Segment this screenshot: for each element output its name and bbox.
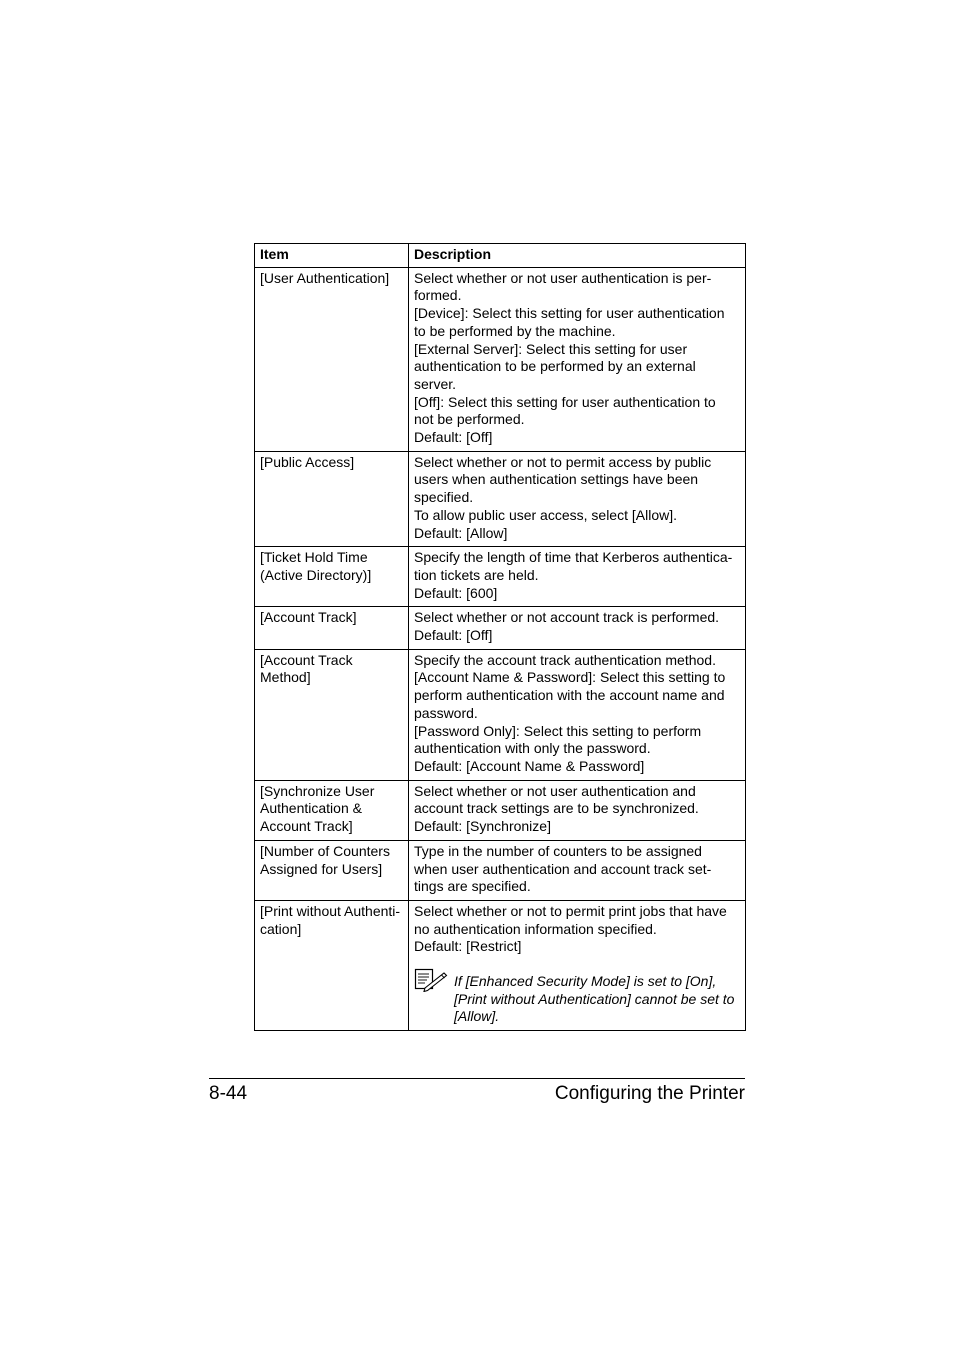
header-item: Item xyxy=(255,244,409,268)
description-line: password. xyxy=(414,704,478,721)
page-number: 8-44 xyxy=(209,1083,248,1104)
description-line: [Password Only]: Select this setting to perform xyxy=(414,722,702,739)
description-line: to be performed by the machine. xyxy=(414,322,616,339)
settings-table xyxy=(254,243,746,1031)
description-cell xyxy=(409,780,746,840)
description-line: when user authentication and account track set- xyxy=(414,860,712,877)
description-line: Default: [Off] xyxy=(414,627,493,644)
item-cell: [Synchronize User Authentication & Account Track] xyxy=(255,780,409,840)
item-cell: [Print without Authenti- cation] xyxy=(255,900,409,1030)
item-cell: [Ticket Hold Time (Active Directory)] xyxy=(255,547,409,607)
description-line: [Account Name & Password]: Select this setting to xyxy=(414,669,726,686)
item-cell: [Public Access] xyxy=(255,451,409,547)
description-line: Specify the account track authentication method. xyxy=(414,651,716,668)
description-cell xyxy=(409,607,746,649)
description-line: perform authentication with the account name and xyxy=(414,687,725,704)
description-cell xyxy=(409,900,746,1030)
header-description: Description xyxy=(409,244,746,268)
description-line: Default: [Allow] xyxy=(414,524,508,541)
item-cell: [User Authentication] xyxy=(255,267,409,451)
description-cell xyxy=(409,840,746,900)
description-line: Select whether or not to permit print jobs that have xyxy=(414,902,727,919)
description-line: users when authentication settings have been xyxy=(414,471,699,488)
table-row xyxy=(255,649,746,780)
description-line: Select whether or not user authentication is per- xyxy=(414,269,712,286)
description-line: [Off]: Select this setting for user authentication to xyxy=(414,393,716,410)
description-line: formed. xyxy=(414,287,462,304)
description-line: To allow public user access, select [Allow]. xyxy=(414,506,677,523)
table-row xyxy=(255,267,746,451)
footer-rule xyxy=(209,1078,745,1079)
description-line: not be performed. xyxy=(414,411,525,428)
description-line: Select whether or not user authentication and xyxy=(414,782,696,799)
description-line: Default: [Restrict] xyxy=(414,938,522,955)
description-line: specified. xyxy=(414,489,474,506)
description-line: no authentication information specified. xyxy=(414,920,657,937)
description-line: Default: [Account Name & Password] xyxy=(414,757,645,774)
description-line: Default: [600] xyxy=(414,584,498,601)
description-cell xyxy=(409,649,746,780)
description-line: tings are specified. xyxy=(414,878,531,895)
item-cell: [Account Track] xyxy=(255,607,409,649)
description-cell xyxy=(409,451,746,547)
description-line: Select whether or not account track is performed. xyxy=(414,609,720,626)
note xyxy=(414,973,741,1026)
description-line: tion tickets are held. xyxy=(414,566,539,583)
description-line: Default: [Synchronize] xyxy=(414,818,551,835)
description-line: authentication with only the password. xyxy=(414,740,651,757)
description-line: server. xyxy=(414,375,457,392)
table-row xyxy=(255,607,746,649)
description-line: authentication to be performed by an external xyxy=(414,358,696,375)
description-line: Select whether or not to permit access by public xyxy=(414,453,712,470)
description-line: Type in the number of counters to be assigned xyxy=(414,842,702,859)
table-row xyxy=(255,547,746,607)
note-pencil-icon xyxy=(414,968,450,990)
note-text: If [Enhanced Security Mode] is set to [On], [Print without Authentication] cannot be set to [Allow]. xyxy=(454,973,735,1025)
table-row xyxy=(255,840,746,900)
item-cell: [Number of Counters Assigned for Users] xyxy=(255,840,409,900)
description-line: Default: [Off] xyxy=(414,429,493,446)
description-line: account track settings are to be synchronized. xyxy=(414,800,699,817)
item-cell: [Account Track Method] xyxy=(255,649,409,780)
table-row xyxy=(255,780,746,840)
description-cell xyxy=(409,267,746,451)
description-line: [Device]: Select this setting for user authentication xyxy=(414,305,725,322)
table-body xyxy=(255,267,746,1030)
table-row xyxy=(255,900,746,1030)
section-title: Configuring the Printer xyxy=(554,1083,745,1104)
table-row xyxy=(255,451,746,547)
description-cell xyxy=(409,547,746,607)
description-line: [External Server]: Select this setting for user xyxy=(414,340,688,357)
description-line: Specify the length of time that Kerberos authentica- xyxy=(414,549,733,566)
table-header-row xyxy=(255,244,746,268)
